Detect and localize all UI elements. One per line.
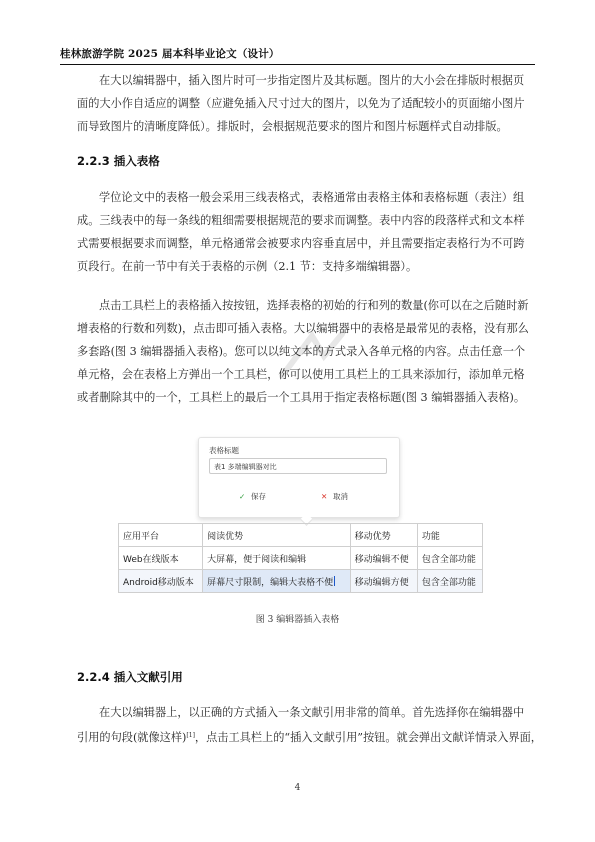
text-line: 页段行。在前一节中有关于表格的示例（2.1 节：支持多端编辑器）。 (77, 260, 418, 273)
figure-editor-insert-table (118, 437, 483, 603)
text-line (77, 724, 542, 749)
table-cell[interactable]: 移动编辑不便 (350, 547, 417, 570)
table-cell[interactable]: 功能 (417, 524, 482, 547)
text-line: 单元格，会在表格上方弹出一个工具栏，你可以使用工具栏上的工具来添加行，添加单元格 (77, 368, 525, 381)
cell-text: 屏幕尺寸限制，编辑大表格不便 (207, 577, 334, 588)
paragraph-tables (77, 186, 535, 278)
table-cell-selected[interactable] (203, 570, 351, 593)
header-title: 桂林旅游学院 2025 届本科毕业论文（设计） (60, 48, 280, 60)
table-cell[interactable]: 应用平台 (119, 524, 203, 547)
text-line: 或者删除其中的一个，工具栏上的最后一个工具用于指定表格标题(图 3 编辑器插入表格)。 (77, 391, 526, 404)
text-line: 成。三线表中的每一条线的粗细需要根据规范的要求而调整。表中内容的段落样式和文本样 (77, 214, 525, 227)
paragraph-insert-table (77, 294, 535, 409)
paragraph-images (77, 69, 535, 138)
table-cell[interactable]: 大屏幕，便于阅读和编辑 (203, 547, 351, 570)
section-heading-2-2-4: 2.2.4 插入文献引用 (77, 670, 183, 684)
table-cell[interactable]: 移动编辑方便 (350, 570, 417, 593)
figure-caption: 图 3 编辑器插入表格 (255, 615, 340, 625)
table-cell[interactable]: 移动优势 (350, 524, 417, 547)
save-label: 保存 (251, 492, 266, 501)
section-heading-2-2-3: 2.2.3 插入表格 (77, 154, 160, 168)
table-cell[interactable]: 包含全部功能 (417, 547, 482, 570)
text-line: 多套路(图 3 编辑器插入表格)。您可以以纯文本的方式录入各单元格的内容。点击任意一个 (77, 345, 526, 358)
text-line: 学位论文中的表格一般会采用三线表格式，表格通常由表格主体和表格标题（表注）组 (99, 191, 525, 204)
table-caption-value: 表1 多端编辑器对比 (214, 463, 277, 471)
table-row (119, 570, 483, 593)
text-line: 在大以编辑器中，插入图片时可一步指定图片及其标题。图片的大小会在排版时根据页 (99, 74, 525, 87)
text-line: 式需要根据要求而调整，单元格通常会被要求内容垂直居中，并且需要指定表格行为不可跨 (77, 237, 525, 250)
text-line: 在大以编辑器上，以正确的方式插入一条文献引用非常的简单。首先选择你在编辑器中 (99, 706, 525, 719)
table-row (119, 547, 483, 570)
table-cell[interactable]: 阅读优势 (203, 524, 351, 547)
text-line: 而导致图片的清晰度降低）。排版时，会根据规范要求的图片和图片标题样式自动排版。 (77, 120, 508, 133)
text-fragment: ，点击工具栏上的“插入文献引用”按钮。就会弹出文献详情录入界面， (194, 731, 542, 744)
close-icon: ✕ (321, 492, 328, 501)
text-line: 点击工具栏上的表格插入按按钮，选择表格的初始的行和列的数量(你可以在之后随时新 (99, 299, 529, 312)
table-header-row (119, 524, 483, 547)
citation-reference[interactable]: [1] (186, 732, 195, 739)
check-icon: ✓ (239, 492, 246, 501)
save-button[interactable] (239, 491, 266, 502)
page-header (60, 44, 535, 65)
cancel-label: 取消 (333, 492, 348, 501)
text-cursor (334, 576, 335, 586)
paragraph-citations (77, 701, 542, 749)
table-cell[interactable]: 包含全部功能 (417, 570, 482, 593)
page-number: 4 (294, 783, 301, 793)
table-cell[interactable]: Android移动版本 (119, 570, 203, 593)
cancel-button[interactable] (321, 491, 348, 502)
text-fragment: 引用的句段(就像这样) (77, 731, 187, 744)
text-line: 增表格的行数和列数)，点击即可插入表格。大以编辑器中的表格是最常见的表格，没有那么 (77, 322, 529, 335)
text-line: 面的大小作自适应的调整（应避免插入尺寸过大的图片，以免为了适配较小的页面缩小图片 (77, 97, 525, 110)
popup-title: 表格标题 (209, 446, 239, 455)
table-caption-input[interactable] (209, 458, 387, 474)
table-cell[interactable]: Web在线版本 (119, 547, 203, 570)
editor-table (118, 523, 483, 593)
table-caption-popup (198, 437, 400, 518)
